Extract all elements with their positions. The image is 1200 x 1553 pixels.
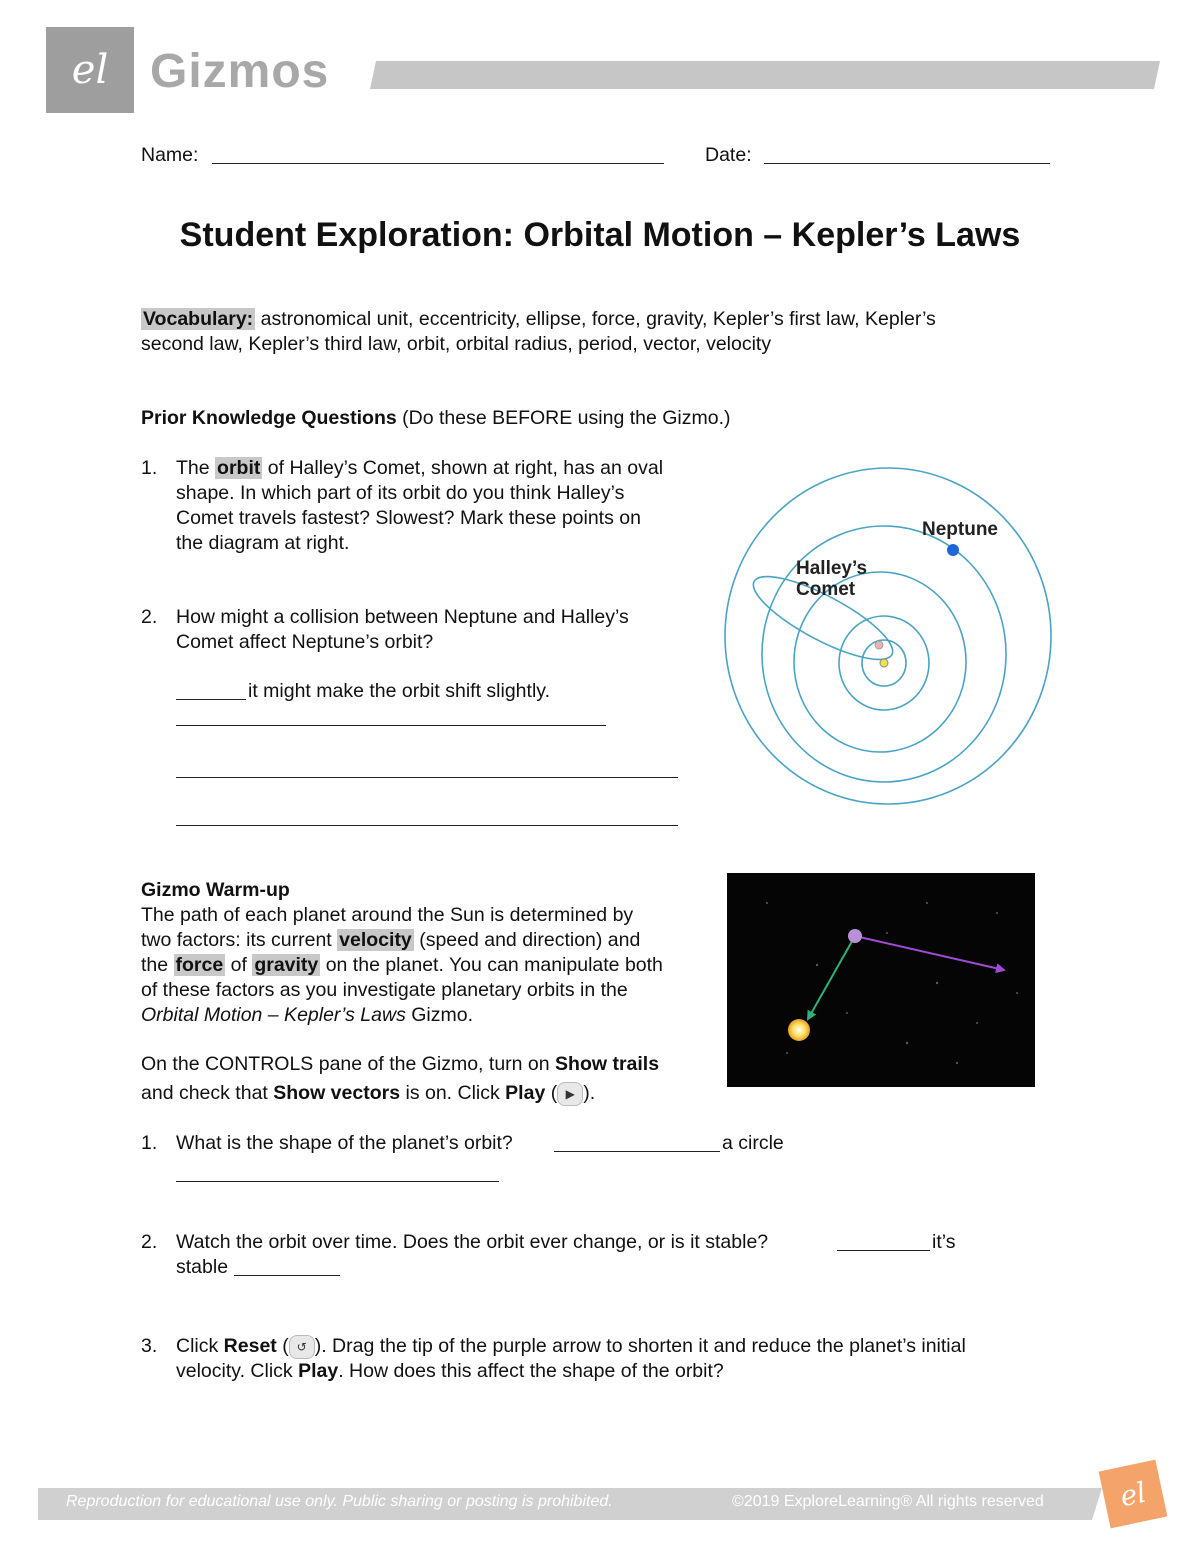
orbit-diagram (718, 448, 1058, 810)
controls-line-2 (141, 1081, 595, 1106)
halleys-comet-label-1: Halley’s (796, 558, 868, 579)
prior-q2-line-1: How might a collision between Neptune and Halley’s (176, 606, 629, 628)
warmup-p1: The path of each planet around the Sun is determined by (141, 904, 634, 926)
gizmo-name: Orbital Motion – Kepler’s Laws (141, 1004, 406, 1026)
prior-q2-answer[interactable]: it might make the orbit shift slightly. (248, 680, 551, 702)
answer-line[interactable] (176, 825, 678, 826)
prior-q2-line-2: Comet affect Neptune’s orbit? (176, 631, 434, 653)
warmup-p5 (141, 1003, 473, 1028)
q2-number: 2. (141, 1231, 158, 1253)
force-term: force (175, 954, 224, 976)
c2-paren-close: ). (583, 1082, 596, 1104)
star (886, 932, 888, 934)
q3-line-1 (176, 1334, 1076, 1359)
warmup-p2 (141, 928, 640, 953)
star (926, 902, 928, 904)
planet[interactable] (848, 929, 862, 943)
show-vectors-label: Show vectors (273, 1082, 401, 1104)
star (846, 1012, 848, 1014)
gravity-term: gravity (254, 954, 319, 976)
prior-q1-line-4: the diagram at right. (176, 532, 350, 554)
q3-mid: ). Drag the tip of the purple arrow to shorten it and reduce the planet’s initial (314, 1335, 966, 1357)
neptune-orbit (725, 468, 1051, 804)
q1-pre: The (176, 457, 216, 479)
q1-answer-blank[interactable] (554, 1151, 720, 1152)
date-label: Date: (705, 144, 752, 166)
neptune-planet (947, 544, 959, 556)
star (1016, 992, 1018, 994)
orbit-term: orbit (217, 457, 261, 479)
name-label: Name: (141, 144, 199, 166)
neptune-label: Neptune (922, 519, 998, 540)
halleys-comet-label-2: Comet (796, 579, 856, 600)
footer-disclaimer: Reproduction for educational use only. Public sharing or posting is prohibited. (66, 1493, 613, 1510)
show-trails-label: Show trails (555, 1053, 660, 1075)
p2-post: (speed and direction) and (413, 929, 641, 951)
prior-q1-line-1 (176, 456, 716, 481)
q2-answer[interactable]: it’s (932, 1231, 956, 1253)
warmup-p3 (141, 953, 663, 978)
q1-answer-line[interactable] (176, 1181, 499, 1182)
vocabulary-terms-1: astronomical unit, eccentricity, ellipse, force, gravity, Kepler’s first law, Kepler’s (255, 308, 936, 330)
page-title: Student Exploration: Orbital Motion – Kepler’s Laws (179, 216, 1021, 254)
star (906, 1042, 908, 1044)
prior-heading-note: (Do these BEFORE using the Gizmo.) (396, 407, 731, 429)
answer-blank[interactable] (176, 699, 246, 700)
q1-text: What is the shape of the planet’s orbit? (176, 1132, 513, 1154)
q1-rest: of Halley’s Comet, shown at right, has an oval (262, 457, 664, 479)
header-bar (370, 61, 1160, 89)
star (766, 902, 768, 904)
q2-answer-blank[interactable] (837, 1250, 930, 1251)
gizmo-screenshot (727, 873, 1035, 1087)
prior-q1-number: 1. (141, 457, 158, 479)
q3-play-label: Play (298, 1360, 339, 1382)
q3-pre: Click (176, 1335, 224, 1357)
sun (880, 659, 888, 667)
q2-answer-line[interactable] (234, 1275, 340, 1276)
c2-paren-open: ( (545, 1082, 558, 1104)
q3-line2-post: . How does this affect the shape of the orbit? (338, 1360, 724, 1382)
q1-number: 1. (141, 1132, 158, 1154)
orbit-rings (725, 468, 1051, 804)
warmup-p4: of these factors as you investigate planetary orbits in the (141, 979, 628, 1001)
c2-pre: and check that (141, 1082, 274, 1104)
explorelearning-logo: el (46, 27, 134, 113)
warmup-heading: Gizmo Warm-up (141, 879, 290, 901)
reset-label: Reset (223, 1335, 277, 1357)
answer-line[interactable] (176, 777, 678, 778)
answer-line[interactable] (176, 725, 606, 726)
star (936, 982, 938, 984)
vocabulary-line-2: second law, Kepler’s third law, orbit, orbital radius, period, vector, velocity (141, 333, 772, 355)
c1-pre: On the CONTROLS pane of the Gizmo, turn on (141, 1053, 556, 1075)
prior-knowledge-heading (141, 406, 731, 431)
star (816, 964, 818, 966)
controls-line-1 (141, 1052, 659, 1077)
vocabulary-line-1 (141, 307, 1141, 332)
q3-number: 3. (141, 1335, 158, 1357)
explorelearning-corner-logo: el (1099, 1460, 1168, 1529)
star (996, 912, 998, 914)
q3-line-2 (176, 1359, 724, 1384)
q2-answer-cont[interactable]: stable (176, 1256, 229, 1278)
q3-paren-open: ( (276, 1335, 289, 1357)
play-icon: ▶ (557, 1082, 583, 1106)
prior-q1-line-3: Comet travels fastest? Slowest? Mark these points on (176, 507, 641, 529)
p3-pre: the (141, 954, 174, 976)
space-background (727, 873, 1035, 1087)
vocabulary-label: Vocabulary: (143, 308, 254, 330)
star (976, 1022, 978, 1024)
play-label: Play (505, 1082, 546, 1104)
c2-mid: is on. Click (400, 1082, 506, 1104)
comet-position (875, 641, 883, 649)
prior-q1-line-2: shape. In which part of its orbit do you think Halley’s (176, 482, 625, 504)
prior-heading-text: Prior Knowledge Questions (141, 407, 397, 429)
star (786, 1052, 788, 1054)
name-field[interactable] (212, 163, 664, 164)
footer-copyright: ©2019 ExploreLearning® All rights reserved (732, 1493, 1044, 1510)
p3-post: on the planet. You can manipulate both (320, 954, 663, 976)
q2-text: Watch the orbit over time. Does the orbit ever change, or is it stable? (176, 1231, 769, 1253)
q1-answer[interactable]: a circle (722, 1132, 784, 1154)
star (956, 1062, 958, 1064)
gizmos-brand: Gizmos (150, 45, 330, 98)
velocity-term: velocity (339, 929, 412, 951)
q3-line2-pre: velocity. Click (176, 1360, 299, 1382)
p2-pre: two factors: its current (141, 929, 338, 951)
reset-icon: ↺ (289, 1335, 315, 1359)
p5-post: Gizmo. (405, 1004, 474, 1026)
p3-mid: of (225, 954, 253, 976)
date-field[interactable] (764, 163, 1050, 164)
prior-q2-number: 2. (141, 606, 158, 628)
sun (788, 1019, 810, 1041)
